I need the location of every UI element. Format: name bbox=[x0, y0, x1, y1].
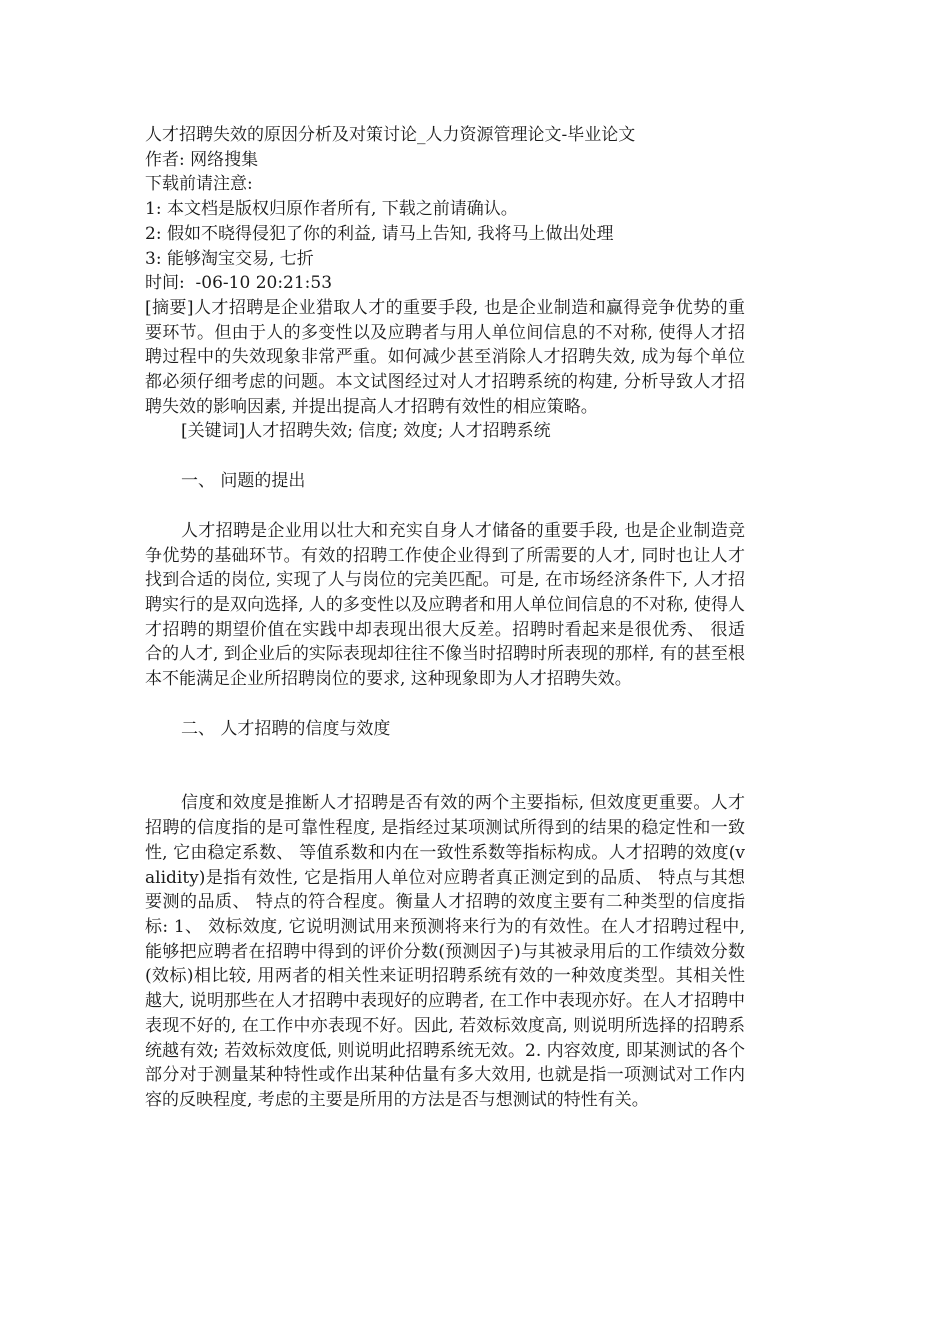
notice-item-1: 1: 本文档是版权归原作者所有, 下载之前请确认。 bbox=[145, 199, 518, 220]
section-1-heading: 一、 问题的提出 bbox=[181, 471, 306, 492]
section-1-paragraph: 人才招聘是企业用以壮大和充实自身人才储备的重要手段, 也是企业制造竞争优势的基础环节。有效的招聘工作使企业得到了所需要的人才, 同时也让人才找到合适的岗位, 实现了人与岗位的完美匹配。可是, 在市场经济条件下, 人才招聘实行的是双向选择, 人的多变性以及应聘者和用人单位间信息的不对称, 使得人才招聘的期望价值在实践中却表现出很大反差。招聘时看起来是很优秀、 很适合的人才, 到企业后的实际表现却往往不像当时招聘时所表现的那样, 有的甚至根本不能满足企业所招聘岗位的要求, 这种现象即为人才招聘失效。 bbox=[145, 520, 745, 690]
notice-item-2: 2: 假如不晓得侵犯了你的利益, 请马上告知, 我将马上做出处理 bbox=[145, 223, 614, 244]
time-line: 时间: -06-10 20:21:53 bbox=[145, 273, 333, 294]
abstract-paragraph: [摘要]人才招聘是企业猎取人才的重要手段, 也是企业制造和赢得竞争优势的重要环节。但由于人的多变性以及应聘者与用人单位间信息的不对称, 使得人才招聘过程中的失效现象非常严重。如何减少甚至消除人才招聘失效, 成为每个单位都必须仔细考虑的问题。本文试图经过对人才招聘系统的构建, 分析导致人才招聘失效的影响因素, 并提出提高人才招聘有效性的相应策略。 bbox=[145, 297, 745, 417]
spacer bbox=[145, 444, 745, 469]
spacer bbox=[145, 741, 745, 791]
spacer bbox=[145, 494, 745, 519]
notice-heading: 下载前请注意: bbox=[145, 174, 253, 195]
keywords-line: [关键词]人才招聘失效; 信度; 效度; 人才招聘系统 bbox=[181, 421, 551, 442]
notice-item-3: 3: 能够淘宝交易, 七折 bbox=[145, 248, 314, 269]
document-page bbox=[145, 123, 745, 1113]
document-title: 人才招聘失效的原因分析及对策讨论_人力资源管理论文-毕业论文 bbox=[145, 125, 636, 145]
section-2-paragraph: 信度和效度是推断人才招聘是否有效的两个主要指标, 但效度更重要。人才招聘的信度指的是可靠性程度, 是指经过某项测试所得到的结果的稳定性和一致性, 它由稳定系数、 等值系数和内在一致性系数等指标构成。人才招聘的效度(validity)是指有效性, 它是指用人单位对应聘者真正测定到的品质、 特点与其想要测的品质、 特点的符合程度。衡量人才招聘的效度主要有二种类型的信度指标: 1、 效标效度, 它说明测试用来预测将来行为的有效性。在人才招聘过程中, 能够把应聘者在招聘中得到的评价分数(预测因子)与其被录用后的工作绩效分数(效标)相比较, 用两者的相关性来证明招聘系统有效的一种效度类型。其相关性越大, 说明那些在人才招聘中表现好的应聘者, 在工作中表现亦好。在人才招聘中表现不好的, 在工作中亦表现不好。因此, 若效标效度高, 则说明所选择的招聘系统越有效; 若效标效度低, 则说明此招聘系统无效。2. 内容效度, 即某测试的各个部分对于测量某种特性或作出某种估量有多大效用, 也就是指一项测试对工作内容的反映程度, 考虑的主要是所用的方法是否与想测试的特性有关。 bbox=[145, 793, 745, 1110]
section-2-heading: 二、 人才招聘的信度与效度 bbox=[181, 718, 391, 739]
author-line: 作者: 网络搜集 bbox=[145, 149, 259, 170]
spacer bbox=[145, 692, 745, 717]
